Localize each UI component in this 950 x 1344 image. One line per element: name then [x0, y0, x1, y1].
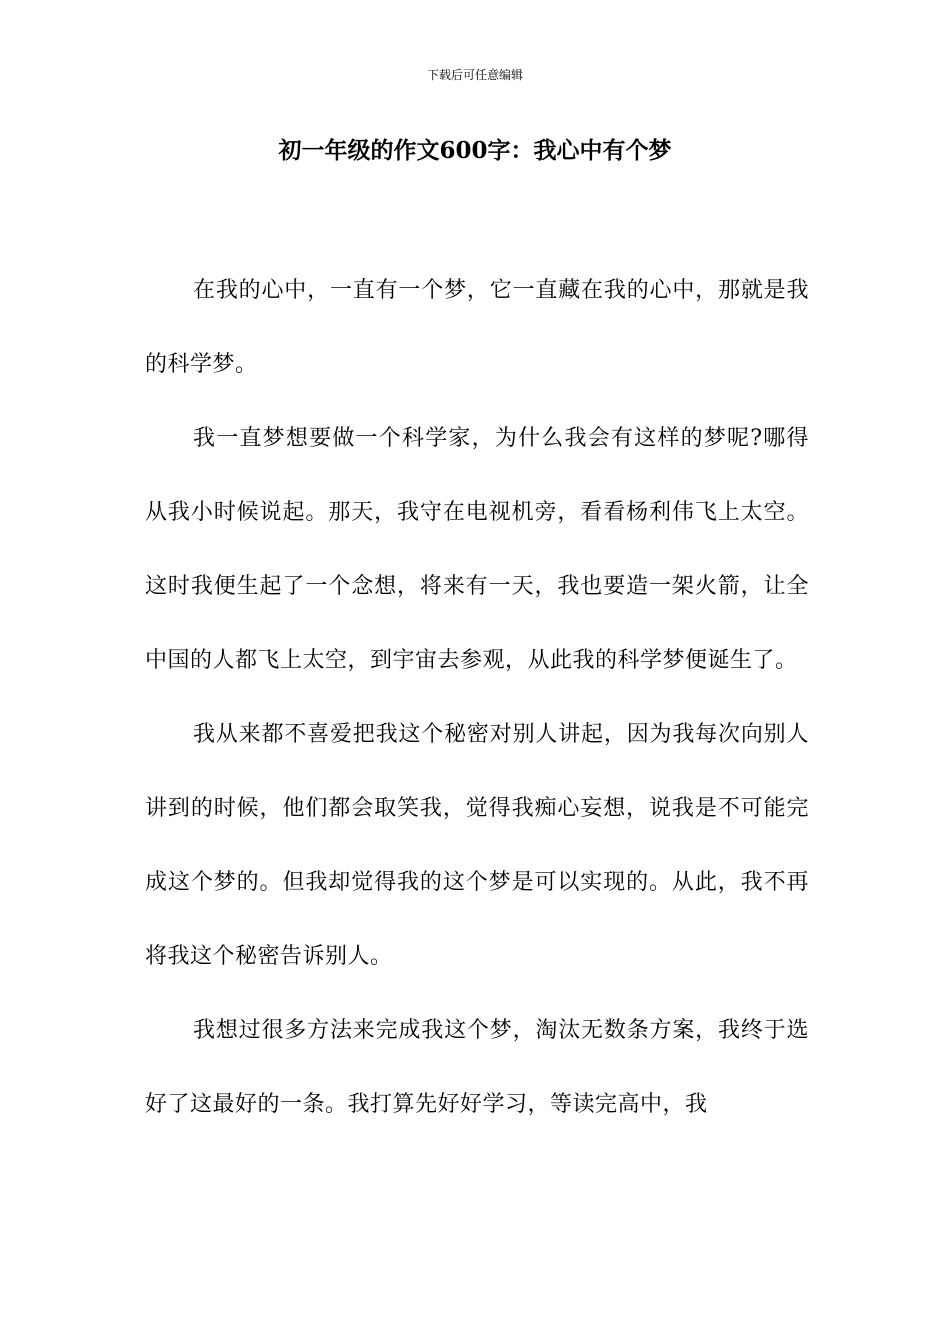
document-body: [145, 254, 809, 1142]
paragraph-2: 我一直梦想要做一个科学家，为什么我会有这样的梦呢?哪得从我小时候说起。那天，我守在电视机旁，看看杨利伟飞上太空。这时我便生起了一个念想，将来有一天，我也要造一架火箭，让全中国的人都飞上太空，到宇宙去参观，从此我的科学梦便诞生了。: [145, 426, 809, 673]
paragraph-1: 在我的心中，一直有一个梦，它一直藏在我的心中，那就是我的科学梦。: [145, 278, 809, 377]
paragraph-4: 我想过很多方法来完成我这个梦，淘汰无数条方案，我终于选好了这最好的一条。我打算先好好学习，等读完高中，我: [145, 1018, 809, 1117]
document-title: 初一年级的作文600字：我心中有个梦: [278, 137, 672, 164]
paragraph-3: 我从来都不喜爱把我这个秘密对别人讲起，因为我每次向别人讲到的时候，他们都会取笑我，觉得我痴心妄想，说我是不可能完成这个梦的。但我却觉得我的这个梦是可以实现的。从此，我不再将我这个秘密告诉别人。: [145, 722, 809, 969]
header-note: 下载后可任意编辑: [426, 68, 523, 82]
